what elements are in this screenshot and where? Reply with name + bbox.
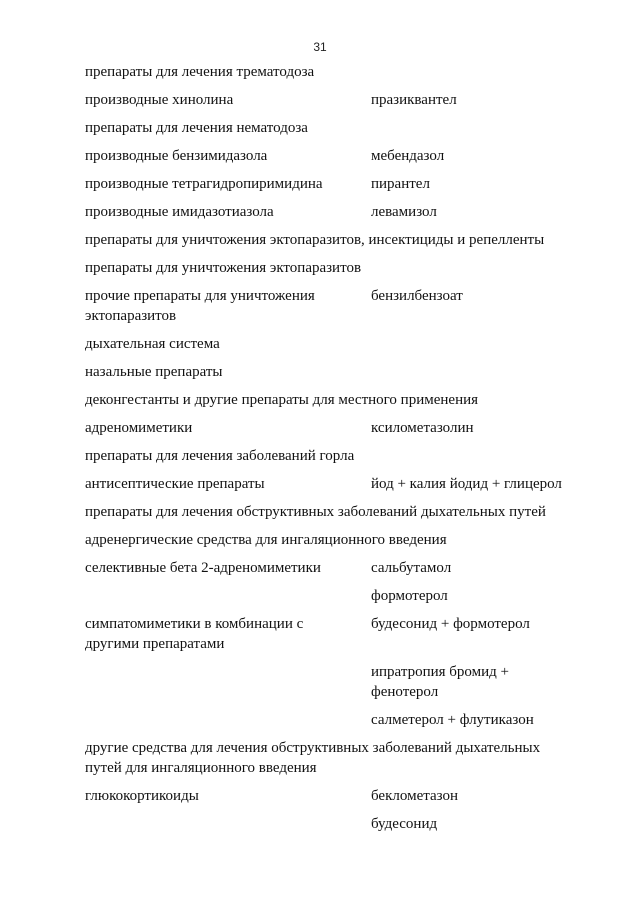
row-value: беклометазон (371, 788, 458, 804)
row-value: мебендазол (371, 148, 445, 164)
row-label: селективные бета 2-адреномиметики (85, 560, 321, 576)
row-label: препараты для лечения нематодоза (85, 120, 308, 136)
row-label: препараты для лечения заболеваний горла (85, 448, 355, 464)
row-value: бензилбензоат (371, 288, 463, 304)
row-label: препараты для лечения обструктивных заболеваний дыхательных путей (85, 504, 546, 520)
row-label: производные тетрагидропиримидина (85, 176, 323, 192)
row-label: дыхательная система (85, 336, 220, 352)
row-label: адреномиметики (85, 420, 193, 436)
row-value: пирантел (371, 176, 430, 192)
row-label: производные имидазотиазола (85, 204, 274, 220)
row-label: производные бензимидазола (85, 148, 268, 164)
row-value: ипратропия бромид + фенотерол (371, 664, 509, 700)
row-value: будесонид (371, 816, 438, 832)
row-label: производные хинолина (85, 92, 234, 108)
row-value: будесонид + формотерол (371, 616, 530, 632)
row-label: прочие препараты для уничтожения эктопаразитов (85, 288, 315, 324)
row-value: празиквантел (371, 92, 457, 108)
row-label: препараты для уничтожения эктопаразитов, инсектициды и репелленты (85, 232, 545, 248)
row-label: другие средства для лечения обструктивных заболеваний дыхательных путей для ингаляционного введения (85, 740, 541, 776)
row-label: симпатомиметики в комбинации с другими препаратами (85, 616, 304, 652)
page-number: 31 (313, 40, 327, 54)
row-label: препараты для лечения трематодоза (85, 64, 315, 80)
row-label: назальные препараты (85, 364, 223, 380)
row-value: левамизол (371, 204, 437, 220)
row-label: адренергические средства для ингаляционного введения (85, 532, 447, 548)
row-label: антисептические препараты (85, 476, 265, 492)
row-label: деконгестанты и другие препараты для местного применения (85, 392, 479, 408)
row-value: йод + калия йодид + глицерол (371, 476, 562, 492)
row-value: формотерол (371, 588, 448, 604)
row-label: глюкокортикоиды (85, 788, 199, 804)
row-value: ксилометазолин (371, 420, 474, 436)
row-label: препараты для уничтожения эктопаразитов (85, 260, 362, 276)
row-value: сальбутамол (371, 560, 452, 576)
row-value: салметерол + флутиказон (371, 712, 534, 728)
